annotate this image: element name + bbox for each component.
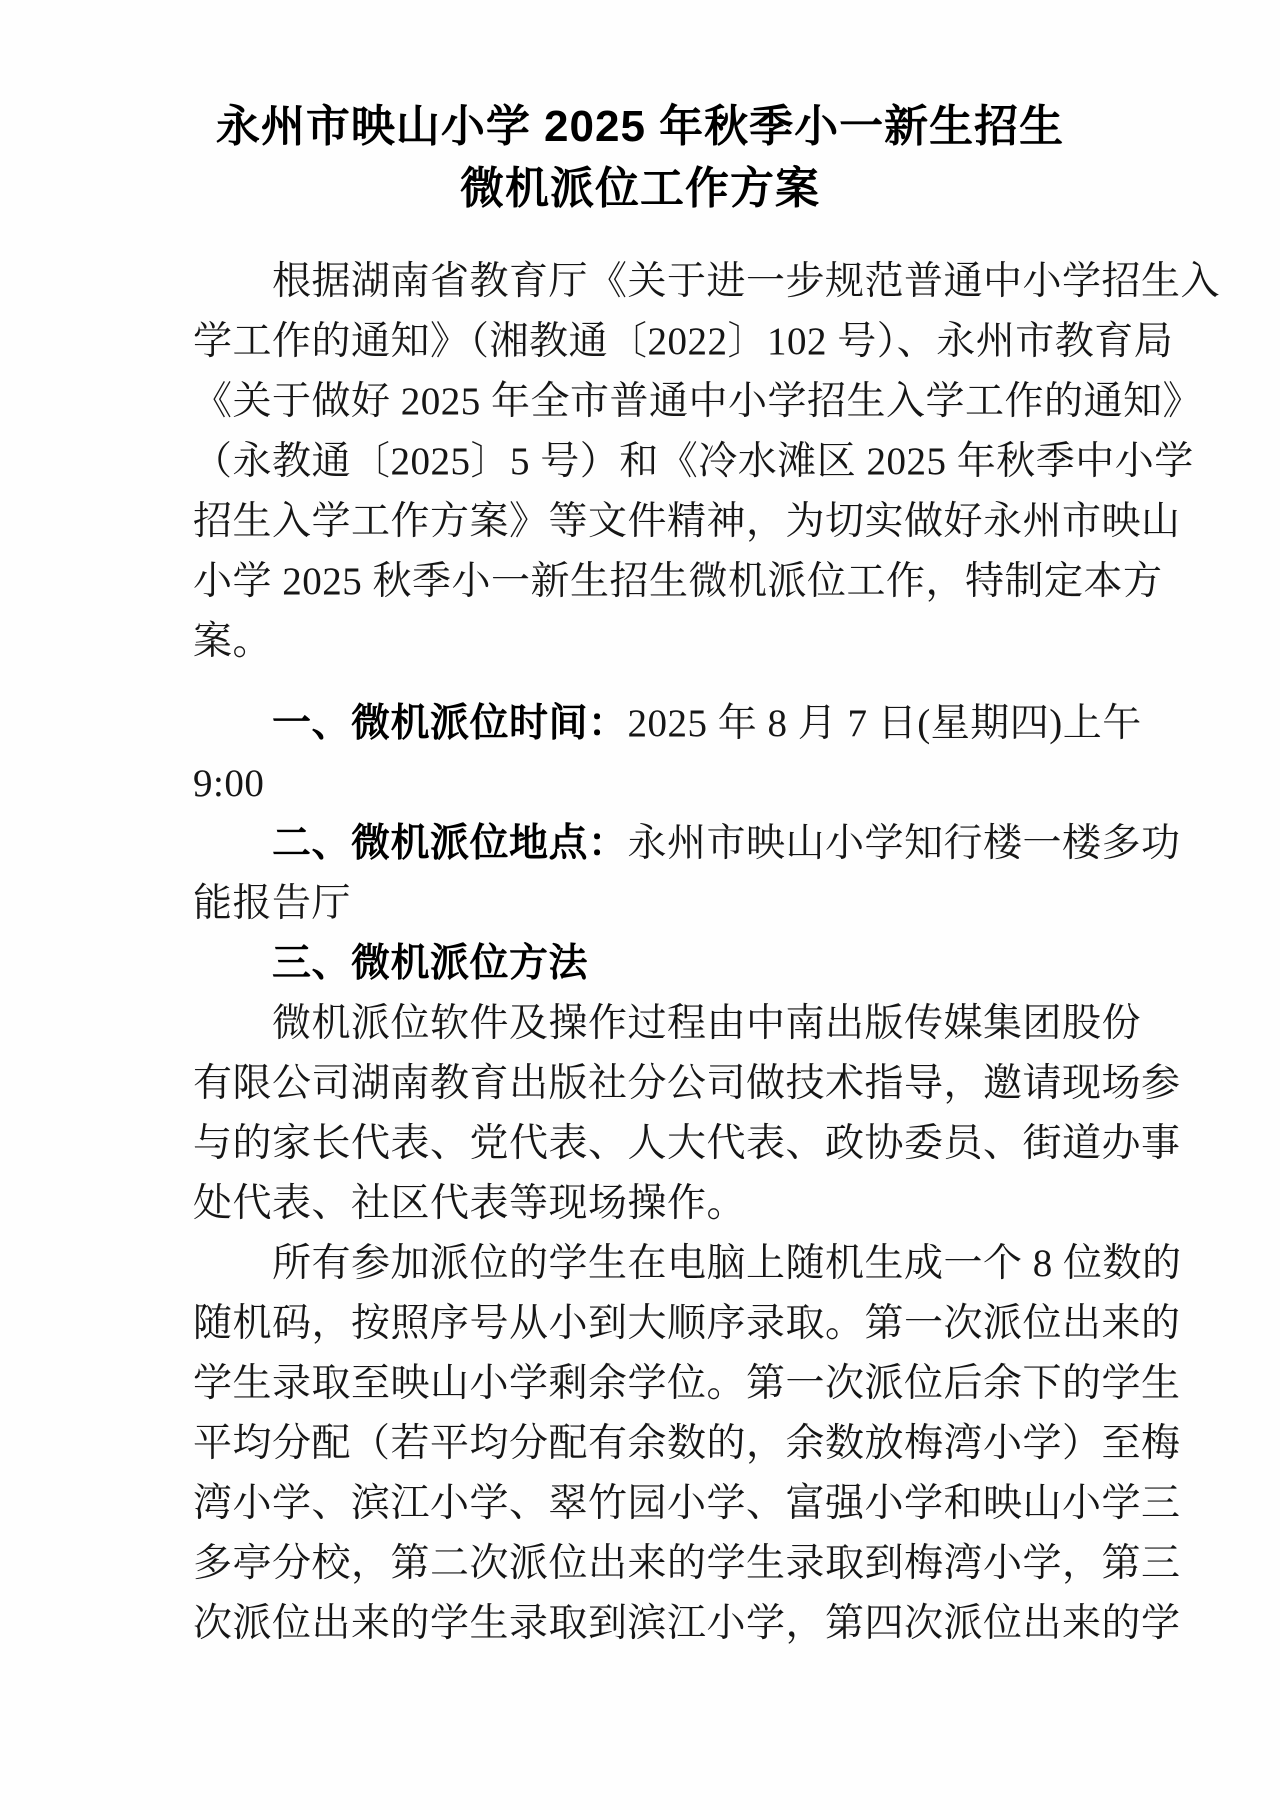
title-line-2: 微机派位工作方案 (460, 164, 820, 213)
intro-paragraph-line: 学工作的通知》（湘教通〔2022〕102 号）、永州市教育局 (193, 320, 1174, 363)
section3-paragraph1-line: 处代表、社区代表等现场操作。 (193, 1182, 747, 1225)
intro-paragraph-line: 招生入学工作方案》等文件精神，为切实做好永州市映山 (193, 500, 1181, 543)
section1-time-continuation: 9:00 (193, 762, 265, 805)
section3-heading: 三、微机派位方法 (272, 942, 589, 985)
section3-paragraph2-line: 学生录取至映山小学剩余学位。第一次派位后余下的学生 (193, 1362, 1181, 1405)
section3-paragraph2-line: 次派位出来的学生录取到滨江小学，第四次派位出来的学 (193, 1602, 1181, 1645)
intro-paragraph-line: 案。 (193, 620, 273, 663)
intro-paragraph-line: （永教通〔2025〕5 号）和《冷水滩区 2025 年秋季中小学 (193, 440, 1194, 483)
section3-paragraph2-line: 湾小学、滨江小学、翠竹园小学、富强小学和映山小学三 (193, 1482, 1181, 1525)
title-line-1: 永州市映山小学 2025 年秋季小一新生招生 (215, 102, 1065, 151)
section3-paragraph2-line: 所有参加派位的学生在电脑上随机生成一个 8 位数的 (272, 1242, 1182, 1285)
section3-paragraph2-line: 平均分配（若平均分配有余数的，余数放梅湾小学）至梅 (193, 1422, 1181, 1465)
section1-time-line (193, 694, 1153, 754)
intro-paragraph-line: 小学 2025 秋季小一新生招生微机派位工作，特制定本方 (193, 560, 1163, 603)
document-title (0, 96, 1280, 220)
section3-paragraph1-line: 有限公司湖南教育出版社分公司做技术指导，邀请现场参 (193, 1062, 1181, 1105)
section3-paragraph2-line: 多亭分校，第二次派位出来的学生录取到梅湾小学，第三 (193, 1542, 1181, 1585)
section2-value: 永州市映山小学知行楼一楼多功 (627, 822, 1181, 865)
document-body (193, 252, 1221, 1654)
section3-paragraph2-line: 随机码，按照序号从小到大顺序录取。第一次派位出来的 (193, 1302, 1181, 1345)
section1-heading: 一、微机派位时间： (272, 702, 628, 745)
section2-heading: 二、微机派位地点： (272, 822, 628, 865)
section1-value: 2025 年 8 月 7 日(星期四)上午 (627, 702, 1142, 745)
section2-place-line (193, 814, 1181, 874)
section3-paragraph1-line: 与的家长代表、党代表、人大代表、政协委员、街道办事 (193, 1122, 1181, 1165)
section2-place-continuation: 能报告厅 (193, 882, 352, 925)
intro-paragraph-line: 《关于做好 2025 年全市普通中小学招生入学工作的通知》 (193, 380, 1203, 423)
section3-paragraph1-line: 微机派位软件及操作过程由中南出版传媒集团股份 (272, 1002, 1142, 1045)
intro-paragraph-line: 根据湖南省教育厅《关于进一步规范普通中小学招生入 (272, 260, 1221, 303)
